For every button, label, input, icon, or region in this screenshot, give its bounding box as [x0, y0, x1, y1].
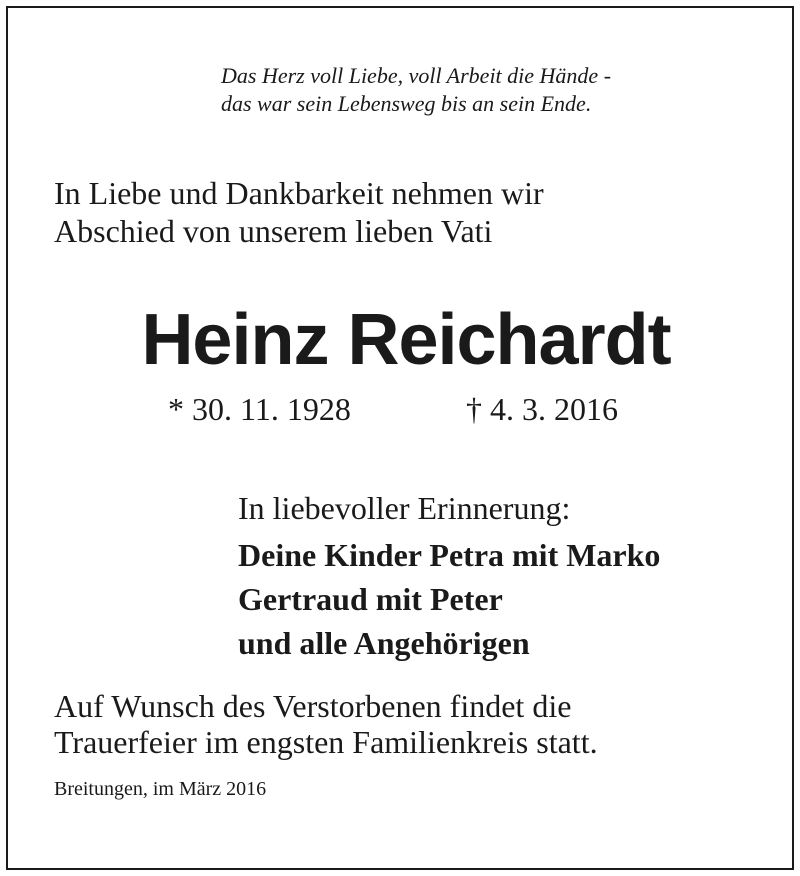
verse-line: Das Herz voll Liebe, voll Arbeit die Hände -: [221, 63, 612, 88]
remembrance-heading: In liebevoller Erinnerung:: [238, 490, 571, 526]
deceased-name: Heinz Reichardt: [141, 300, 671, 380]
memorial-verse: [221, 62, 611, 118]
mourner-line: und alle Angehörigen: [238, 625, 530, 661]
notice-line: Auf Wunsch des Verstorbenen findet die: [54, 688, 572, 724]
intro-line: Abschied von unserem lieben Vati: [54, 213, 493, 249]
place-and-date: Breitungen, im März 2016: [54, 778, 267, 800]
notice-line: Trauerfeier im engsten Familienkreis statt.: [54, 724, 598, 760]
birth-date: * 30. 11. 1928: [168, 391, 351, 427]
mourner-line: Gertraud mit Peter: [238, 581, 503, 617]
death-date: † 4. 3. 2016: [466, 391, 618, 427]
intro-line: In Liebe und Dankbarkeit nehmen wir: [54, 175, 544, 211]
funeral-notice: [54, 688, 598, 760]
mourners-list: [238, 533, 660, 665]
farewell-intro: [54, 174, 544, 250]
verse-line: das war sein Lebensweg bis an sein Ende.: [221, 91, 592, 116]
mourner-line: Deine Kinder Petra mit Marko: [238, 537, 661, 573]
